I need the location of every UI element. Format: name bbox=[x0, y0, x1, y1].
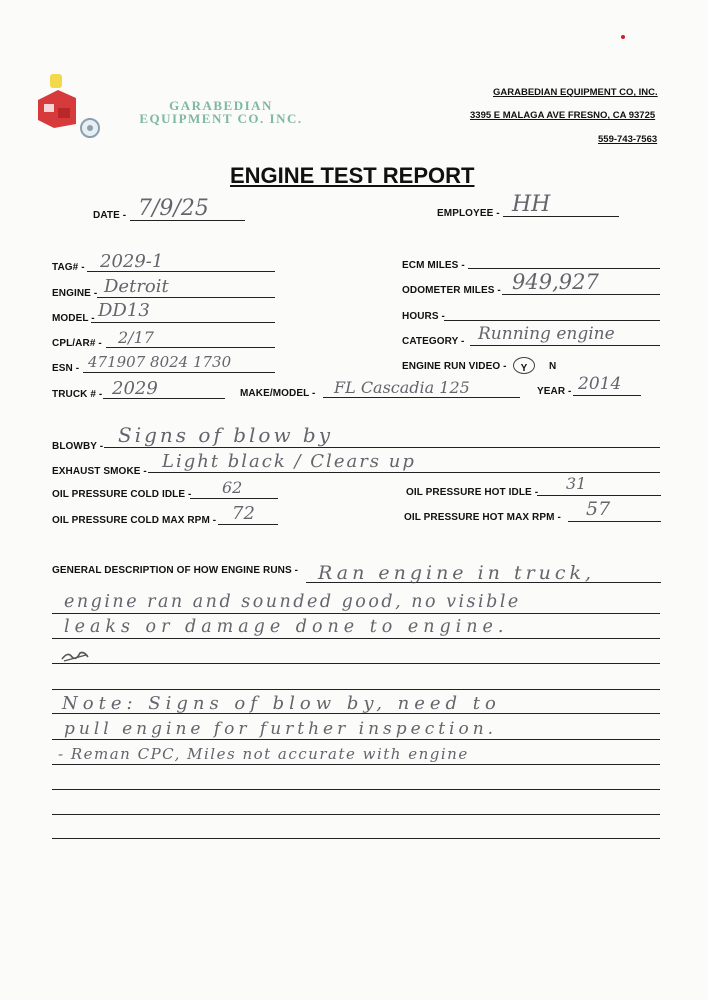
oil-hot-idle-label: OIL PRESSURE HOT IDLE - bbox=[406, 487, 539, 498]
category-value: Running engine bbox=[478, 324, 615, 344]
category-line bbox=[470, 345, 660, 346]
tag-label: TAG# - bbox=[52, 262, 85, 273]
employee-value: HH bbox=[512, 192, 551, 217]
logo-line1: GARABEDIAN bbox=[169, 98, 273, 113]
exhaust-value: Light black / Clears up bbox=[162, 451, 416, 472]
category-label: CATEGORY - bbox=[402, 336, 465, 347]
video-y-option bbox=[513, 357, 535, 374]
make-model-line bbox=[323, 397, 520, 398]
company-phone: 559-743-7563 bbox=[598, 134, 658, 145]
scribble-mark bbox=[60, 649, 90, 663]
desc-line-9 bbox=[52, 814, 660, 815]
blowby-value: Signs of blow by bbox=[118, 423, 334, 447]
esn-label: ESN - bbox=[52, 363, 80, 374]
oil-cold-max-line bbox=[218, 524, 278, 525]
desc-line-10 bbox=[52, 838, 660, 839]
ecm-miles-line bbox=[468, 268, 660, 269]
blowby-label: BLOWBY - bbox=[52, 441, 104, 452]
desc-text-2: leaks or damage done to engine. bbox=[64, 617, 509, 637]
oil-cold-max-label: OIL PRESSURE COLD MAX RPM - bbox=[52, 515, 217, 526]
cpl-label: CPL/AR# - bbox=[52, 338, 102, 349]
odometer-line bbox=[502, 294, 660, 295]
logo-line2: EQUIPMENT CO. INC. bbox=[139, 111, 303, 126]
ecm-miles-label: ECM MILES - bbox=[402, 260, 465, 271]
tag-value: 2029-1 bbox=[100, 251, 164, 272]
truck-value: 2029 bbox=[112, 378, 158, 399]
hours-line bbox=[444, 320, 660, 321]
desc-line-2 bbox=[52, 638, 660, 639]
desc-line-8 bbox=[52, 789, 660, 790]
date-value: 7/9/25 bbox=[138, 196, 209, 221]
exhaust-line bbox=[148, 472, 660, 473]
make-model-label: MAKE/MODEL - bbox=[240, 388, 316, 399]
desc-line-6 bbox=[52, 739, 660, 740]
oil-hot-idle-value: 31 bbox=[566, 474, 587, 493]
company-logo-icon bbox=[32, 72, 112, 152]
year-value: 2014 bbox=[578, 374, 622, 394]
esn-line bbox=[83, 372, 275, 373]
oil-hot-idle-line bbox=[537, 495, 661, 496]
desc-text-1: engine ran and sounded good, no visible bbox=[64, 592, 521, 612]
video-y-label: Y bbox=[520, 363, 528, 374]
logo-text bbox=[126, 99, 316, 125]
oil-hot-max-line bbox=[568, 521, 661, 522]
blowby-line bbox=[104, 447, 660, 448]
exhaust-label: EXHAUST SMOKE - bbox=[52, 466, 147, 477]
report-title: ENGINE TEST REPORT bbox=[230, 163, 475, 188]
desc-text-7: - Reman CPC, Miles not accurate with engine bbox=[58, 745, 469, 763]
model-label: MODEL - bbox=[52, 313, 95, 324]
desc-line-3 bbox=[52, 663, 660, 664]
company-name: GARABEDIAN EQUIPMENT CO, INC. bbox=[493, 87, 658, 98]
video-n-label: N bbox=[549, 361, 557, 372]
odometer-value: 949,927 bbox=[512, 270, 599, 294]
oil-cold-idle-label: OIL PRESSURE COLD IDLE - bbox=[52, 489, 192, 500]
model-value: DD13 bbox=[98, 300, 150, 321]
company-address: 3395 E MALAGA AVE FRESNO, CA 93725 bbox=[470, 110, 656, 121]
oil-cold-max-value: 72 bbox=[232, 503, 255, 524]
desc-line-1 bbox=[52, 613, 660, 614]
employee-label: EMPLOYEE - bbox=[437, 208, 500, 219]
engine-label: ENGINE - bbox=[52, 288, 98, 299]
make-model-value: FL Cascadia 125 bbox=[334, 378, 470, 397]
desc-text-5: Note: Signs of blow by, need to bbox=[62, 693, 501, 714]
desc-text-0: Ran engine in truck, bbox=[318, 562, 596, 584]
desc-text-6: pull engine for further inspection. bbox=[64, 719, 498, 739]
desc-line-4 bbox=[52, 689, 660, 690]
desc-line-7 bbox=[52, 764, 660, 765]
cpl-line bbox=[106, 347, 275, 348]
date-label: DATE - bbox=[93, 210, 127, 221]
oil-cold-idle-line bbox=[190, 498, 278, 499]
truck-label: TRUCK # - bbox=[52, 389, 103, 400]
year-label: YEAR - bbox=[537, 386, 572, 397]
hours-label: HOURS - bbox=[402, 311, 445, 322]
esn-value: 471907 8024 1730 bbox=[88, 353, 232, 371]
oil-hot-max-value: 57 bbox=[586, 498, 611, 520]
ink-mark bbox=[621, 35, 625, 39]
odometer-label: ODOMETER MILES - bbox=[402, 285, 501, 296]
cpl-value: 2/17 bbox=[118, 328, 154, 347]
oil-cold-idle-value: 62 bbox=[222, 478, 243, 497]
model-line bbox=[91, 322, 275, 323]
engine-value: Detroit bbox=[104, 276, 169, 297]
year-line bbox=[573, 395, 641, 396]
engine-line bbox=[97, 297, 275, 298]
general-description-label: GENERAL DESCRIPTION OF HOW ENGINE RUNS - bbox=[52, 565, 299, 576]
engine-run-video-label: ENGINE RUN VIDEO - bbox=[402, 361, 507, 372]
oil-hot-max-label: OIL PRESSURE HOT MAX RPM - bbox=[404, 512, 561, 523]
